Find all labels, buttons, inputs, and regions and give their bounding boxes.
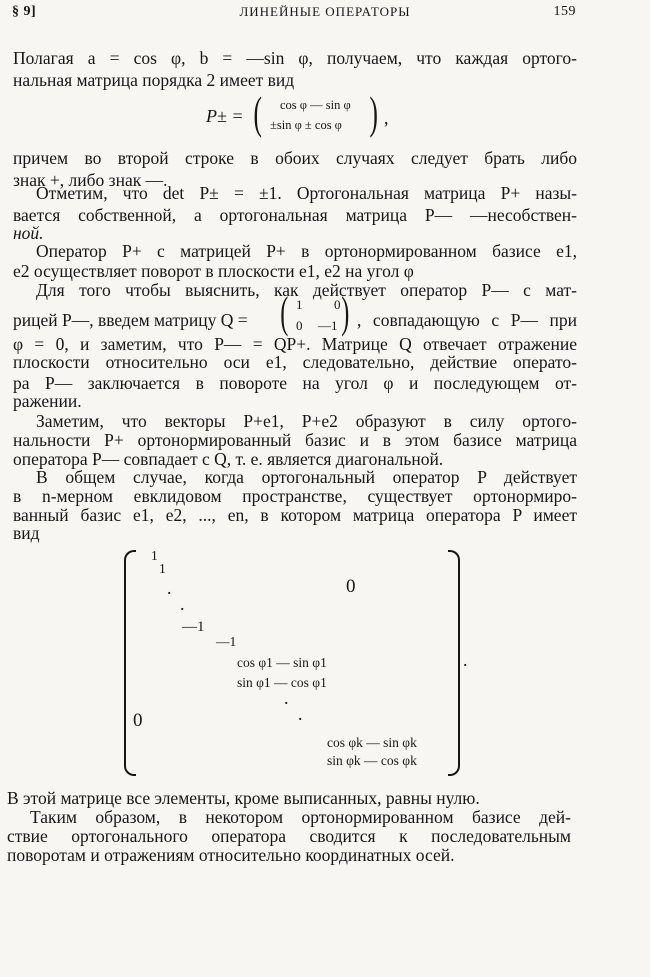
text-line: Таким образом, в некотором ортонормированном базисе дей-	[30, 807, 571, 827]
text-line: e2 осуществляет поворот в плоскости e1, e2 на угол φ	[13, 261, 414, 281]
text-line: φ = 0, и заметим, что P— = QP+. Матрице Q отвечает отражение	[13, 334, 577, 354]
matrix-cell: —1	[318, 318, 338, 333]
text-line: ванный базис e1, e2, ..., en, в котором матрица оператора P имеет	[13, 505, 577, 525]
text-line: рицей P—, введем матрицу Q =	[13, 310, 248, 330]
formula-row-2: ±sin φ ± cos φ	[270, 118, 342, 132]
matrix-period: .	[463, 650, 468, 670]
text-line: ра P— заключается в повороте на угол φ и последующем от-	[13, 373, 577, 393]
diag-dot: .	[284, 688, 289, 708]
right-bracket	[448, 550, 460, 776]
left-paren: (	[280, 288, 289, 337]
formula-row-1: cos φ — sin φ	[280, 98, 351, 112]
matrix-cell: 1	[296, 297, 303, 312]
formula-lhs: P± =	[206, 106, 244, 126]
text-line: знак +, либо знак —.	[13, 170, 168, 190]
text-line: Оператор P+ с матрицей P+ в ортонормированном базисе e1,	[36, 241, 577, 261]
rotation-block-k-row-2: sin φk — cos φk	[327, 753, 417, 768]
text-line: Полагая a = cos φ, b = —sin φ, получаем, что каждая ортого-	[13, 48, 577, 68]
text-line: Отметим, что det P± = ±1. Ортогональная матрица P+ назы-	[36, 183, 577, 203]
left-bracket	[124, 550, 136, 776]
text-line: вается собственной, а ортогональная матрица P— —несобствен-	[13, 205, 577, 225]
text-line: ражении.	[13, 391, 82, 411]
diag-one: 1	[151, 548, 158, 563]
text-line: нальная матрица порядка 2 имеет вид	[13, 70, 295, 90]
rotation-block-1-row-1: cos φ1 — sin φ1	[237, 655, 327, 670]
section-number: § 9]	[12, 4, 37, 19]
text-line: нальности P+ ортонормированный базис и в этом базисе матрица	[13, 430, 577, 450]
zero-upper: 0	[346, 576, 356, 597]
diag-dot: .	[298, 704, 303, 724]
text-line: ной.	[13, 223, 44, 243]
rotation-block-k-row-1: cos φk — sin φk	[327, 735, 417, 750]
text-line: плоскости относительно оси e1, следовательно, действие операто-	[13, 352, 577, 372]
diag-minus-one: —1	[216, 634, 237, 649]
right-paren: )	[369, 87, 378, 138]
text-line: вид	[13, 523, 40, 543]
matrix-cell: 0	[334, 297, 341, 312]
text-line: В общем случае, когда ортогональный оператор P действует	[36, 467, 577, 487]
zero-lower: 0	[133, 710, 143, 731]
text-line: оператора P— совпадает с Q, т. е. является диагональной.	[13, 449, 444, 469]
text-line: ствие ортогонального оператора сводится к последовательным	[7, 826, 571, 846]
text-line: Заметим, что векторы P+e1, P+e2 образуют в силу ортого-	[36, 411, 577, 431]
matrix-cell: 0	[296, 318, 303, 333]
right-paren: )	[341, 288, 350, 337]
text-line: В этой матрице все элементы, кроме выписанных, равны нулю.	[7, 788, 480, 808]
page-number: 159	[553, 4, 576, 19]
text-line: поворотам и отражениям относительно координатных осей.	[7, 845, 455, 865]
diag-dot: .	[180, 594, 185, 614]
text-line: причем во второй строке в обоих случаях следует брать либо	[13, 148, 577, 168]
formula-tail: ,	[384, 108, 389, 128]
rotation-block-1-row-2: sin φ1 — cos φ1	[237, 675, 327, 690]
text-line: , совпадающую с P— при	[357, 310, 577, 330]
diag-dot: .	[167, 578, 172, 598]
text-line: Для того чтобы выяснить, как действует оператор P— с мат-	[36, 280, 577, 300]
diag-minus-one: —1	[182, 619, 205, 635]
running-title: ЛИНЕЙНЫЕ ОПЕРАТОРЫ	[239, 4, 411, 19]
text-line: в n-мерном евклидовом пространстве, существует ортонормиро-	[13, 486, 577, 506]
left-paren: (	[253, 87, 262, 138]
diag-one: 1	[159, 561, 166, 576]
